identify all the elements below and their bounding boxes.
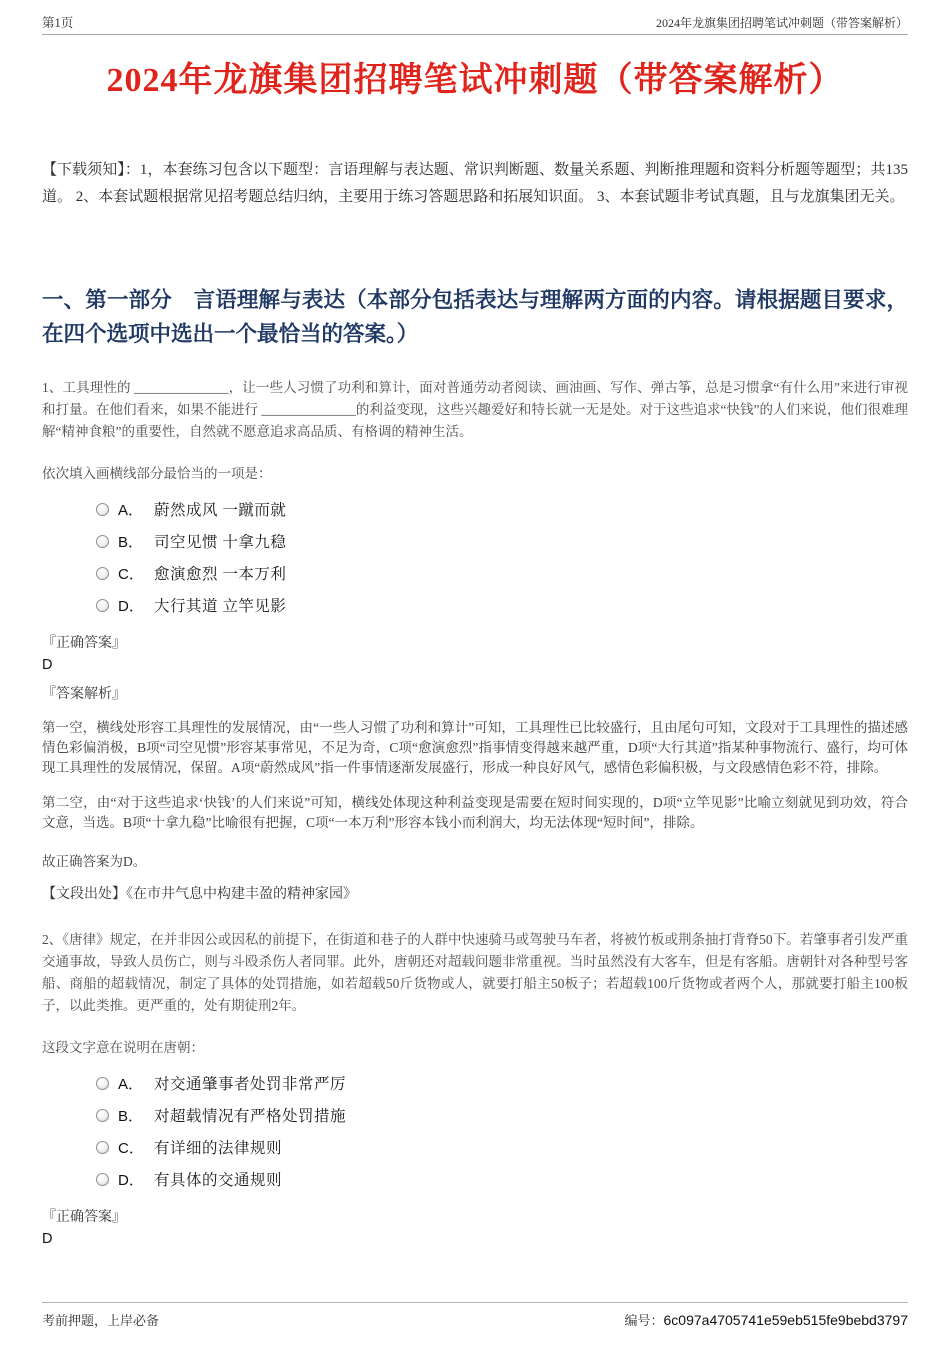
section-heading: 一、第一部分 言语理解与表达（本部分包括表达与理解两方面的内容。请根据题目要求，在四个选项中选出一个最恰当的答案。）: [42, 288, 908, 346]
footer-code-label: 编号：: [624, 1313, 664, 1328]
q1-analysis-paragraph-2: 第二空，由“对于这些追求‘快钱’的人们来说”可知，横线处体现这种利益变现是需要在短时间实现的，D项“立竿见影”比喻立刻就见到功效，符合文意，当选。B项“十拿九稳”比喻很有把握，C项“一本万利”形容本钱小而利润大，均无法体现“短时间”，排除。: [42, 795, 908, 830]
radio-button-icon[interactable]: [96, 535, 109, 548]
q1-option-d[interactable]: [96, 594, 908, 616]
q1-source: 【文段出处】《在市井气息中构建丰盈的精神家园》: [42, 887, 357, 902]
page-footer: [42, 1302, 908, 1329]
radio-button-icon[interactable]: [96, 567, 109, 580]
q2-correct-answer-label: 『正确答案』: [42, 1210, 126, 1225]
q1-correct-answer-label: 『正确答案』: [42, 636, 126, 651]
question-1-options: [96, 498, 908, 616]
option-letter: B．: [118, 533, 144, 551]
radio-button-icon[interactable]: [96, 1109, 109, 1122]
radio-button-icon[interactable]: [96, 1077, 109, 1090]
option-letter: D．: [118, 597, 144, 615]
page-number: 第1页: [42, 16, 74, 30]
option-text: 对超载情况有严格处罚措施: [154, 1108, 347, 1125]
q2-option-c[interactable]: [96, 1136, 908, 1158]
q1-correct-answer-value: D: [42, 657, 53, 673]
option-text: 司空见惯 十拿九稳: [154, 534, 287, 551]
option-text: 对交通肇事者处罚非常严厉: [154, 1076, 347, 1093]
option-text: 有具体的交通规则: [154, 1172, 283, 1189]
question-2-stem: 这段文字意在说明在唐朝：: [42, 1040, 204, 1055]
option-text: 蔚然成风 一蹴而就: [154, 502, 287, 519]
download-notice: 【下载须知】：1，本套练习包含以下题型：言语理解与表达题、常识判断题、数量关系题、判断推理题和资料分析题等题型；共135道。 2、本套试题根据常见招考题总结归纳，主要用于练习答题思路和拓展知识面。 3、本套试题非考试真题，且与龙旗集团无关。: [42, 162, 908, 205]
question-1-stem: 依次填入画横线部分最恰当的一项是：: [42, 466, 272, 481]
option-text: 有详细的法律规则: [154, 1140, 283, 1157]
option-letter: A．: [118, 501, 144, 519]
page-header: [42, 0, 908, 35]
footer-code-value: 6c097a4705741e59eb515fe9bebd3797: [663, 1312, 908, 1328]
q1-option-c[interactable]: [96, 562, 908, 584]
q2-option-d[interactable]: [96, 1168, 908, 1190]
footer-code: [625, 1310, 909, 1329]
q2-option-a[interactable]: [96, 1072, 908, 1094]
radio-button-icon[interactable]: [96, 503, 109, 516]
option-letter: D．: [118, 1171, 144, 1189]
option-letter: B．: [118, 1107, 144, 1125]
question-2-body: 2、《唐律》规定，在并非因公或因私的前提下，在街道和巷子的人群中快速骑马或驾驶马车者，将被竹板或荆条抽打背脊50下。若肇事者引发严重交通事故，导致人员伤亡，则与斗殴杀伤人者同罪。此外，唐朝还对超载问题非常重视。当时虽然没有大客车，但是有客船。唐朝针对各种型号客船、商船的超载情况，制定了具体的处罚措施，如若超载50斤货物或人，就要打船主50板子；若超载100斤货物或者两个人，那就要打船主100板子，以此类推。更严重的，处有期徒刑2年。: [42, 932, 908, 1013]
option-text: 大行其道 立竿见影: [154, 598, 287, 615]
option-letter: C．: [118, 1139, 144, 1157]
q2-option-b[interactable]: [96, 1104, 908, 1126]
q1-analysis-paragraph-1: 第一空，横线处形容工具理性的发展情况，由“一些人习惯了功利和算计”可知，工具理性已比较盛行，且由尾句可知，文段对于工具理性的描述感情色彩偏消极，B项“司空见惯”形容某事常见，不足为奇，C项“愈演愈烈”指事情变得越来越严重，D项“大行其道”指某种事物流行、盛行，均可体现工具理性的发展情况，保留。A项“蔚然成风”指一件事情逐渐发展盛行，形成一种良好风气，感情色彩偏积极，与文段感情色彩不符，排除。: [42, 720, 908, 775]
q2-correct-answer-value: D: [42, 1231, 53, 1247]
question-1-body: 1、工具理性的 ______________，让一些人习惯了功利和算计，面对普通劳动者阅读、画油画、写作、弹古筝，总是习惯拿“有什么用”来进行审视和打量。在他们看来，如果不能进行 ______________的利益变现，这些兴趣爱好和特长就一无是处。对于这些追求“快钱”的人们来说，他们很难理解“精神食粮”的重要性，自然就不愿意追求高品质、有格调的精神生活。: [42, 380, 908, 439]
option-letter: A．: [118, 1075, 144, 1093]
q1-option-b[interactable]: [96, 530, 908, 552]
option-text: 愈演愈烈 一本万利: [154, 566, 287, 583]
document-title: 2024年龙旗集团招聘笔试冲刺题（带答案解析）: [106, 62, 844, 99]
question-2-options: [96, 1072, 908, 1190]
option-letter: C．: [118, 565, 144, 583]
header-doc-title: 2024年龙旗集团招聘笔试冲刺题（带答案解析）: [655, 16, 908, 30]
radio-button-icon[interactable]: [96, 1141, 109, 1154]
q1-option-a[interactable]: [96, 498, 908, 520]
q1-analysis-label: 『答案解析』: [42, 687, 126, 702]
footer-slogan: 考前押题，上岸必备: [42, 1313, 160, 1328]
radio-button-icon[interactable]: [96, 1173, 109, 1186]
radio-button-icon[interactable]: [96, 599, 109, 612]
q1-conclusion: 故正确答案为D。: [42, 854, 147, 869]
